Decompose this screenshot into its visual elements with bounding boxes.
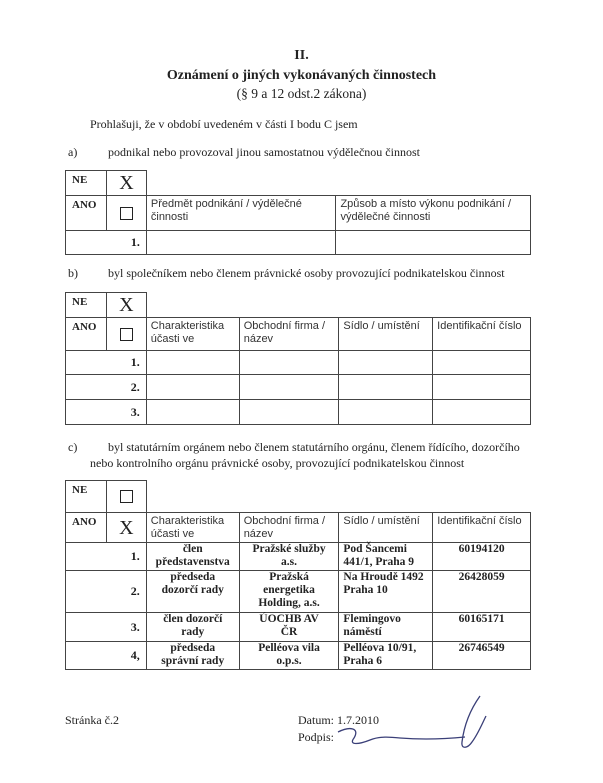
table-cell[interactable] bbox=[239, 400, 339, 425]
role-line: předseda bbox=[170, 642, 216, 654]
role-line: člen bbox=[182, 543, 203, 555]
table-cell[interactable] bbox=[239, 351, 339, 375]
row-number: 1. bbox=[66, 543, 147, 571]
id-value[interactable]: 60194120 bbox=[433, 543, 531, 571]
ano-label: ANO bbox=[66, 513, 107, 543]
table-cell[interactable] bbox=[336, 231, 531, 255]
seat-line: Flemingovo bbox=[343, 613, 401, 625]
signature-label: Podpis: bbox=[298, 730, 335, 744]
ne-label: NE bbox=[66, 293, 107, 318]
col-firm-header: Obchodní firma / název bbox=[239, 513, 339, 543]
table-cell[interactable] bbox=[339, 351, 433, 375]
page-subtitle: (§ 9 a 12 odst.2 zákona) bbox=[236, 86, 367, 101]
firm-line: Pražská bbox=[269, 571, 309, 583]
section-c-table bbox=[65, 480, 531, 670]
section-a-table bbox=[65, 170, 531, 255]
ano-label: ANO bbox=[66, 196, 107, 231]
page-title: Oznámení o jiných vykonávaných činnostech bbox=[166, 68, 437, 83]
row-number: 1. bbox=[66, 231, 147, 255]
seat-line: Pod Šancemi bbox=[343, 543, 407, 555]
section-c-text-line1: byl statutárním orgánem nebo členem statutárního orgánu, členem řídícího, dozorčího bbox=[108, 440, 520, 454]
table-row bbox=[66, 543, 531, 571]
section-c-letter: c) bbox=[68, 440, 78, 454]
ne-label: NE bbox=[66, 481, 107, 513]
seat-line: Pelléova 10/91, bbox=[343, 642, 417, 654]
firm-line: a.s. bbox=[281, 556, 298, 568]
col-manner-header: Způsob a místo výkonu podnikání / výdělečné činnosti bbox=[336, 196, 531, 231]
table-row bbox=[66, 571, 531, 613]
col-subject-header: Předmět podnikání / výdělečné činnosti bbox=[146, 196, 336, 231]
page-number: Stránka č.2 bbox=[65, 713, 119, 727]
ano-checkbox[interactable] bbox=[120, 207, 133, 220]
firm-line: ÚOCHB AV bbox=[259, 613, 319, 625]
ne-checkbox-checked[interactable]: X bbox=[106, 293, 146, 318]
id-value[interactable]: 60165171 bbox=[433, 613, 531, 642]
col-seat-header: Sídlo / umístění bbox=[339, 318, 433, 351]
seat-line: náměstí bbox=[343, 626, 382, 638]
table-cell[interactable] bbox=[433, 375, 531, 400]
date-field: Datum: 1.7.2010 bbox=[298, 713, 379, 727]
table-cell[interactable] bbox=[146, 231, 336, 255]
table-cell[interactable] bbox=[339, 375, 433, 400]
intro-text: Prohlašuji, že v období uvedeném v části I bodu C jsem bbox=[90, 117, 358, 131]
role-line: rady bbox=[181, 626, 205, 638]
section-a-text: podnikal nebo provozoval jinou samostatnou výdělečnou činnost bbox=[108, 145, 420, 159]
col-id-header: Identifikační číslo bbox=[433, 318, 531, 351]
row-number: 2. bbox=[66, 375, 147, 400]
role-line: správní rady bbox=[161, 655, 225, 667]
signature-icon bbox=[330, 690, 520, 760]
id-value[interactable]: 26746549 bbox=[433, 642, 531, 670]
table-row bbox=[66, 642, 531, 670]
col-firm-header: Obchodní firma / název bbox=[239, 318, 339, 351]
firm-line: energetika bbox=[263, 584, 315, 596]
firm-line: Pelléova vila bbox=[258, 642, 320, 654]
ne-checkbox[interactable] bbox=[120, 490, 133, 503]
section-b-table bbox=[65, 292, 531, 425]
table-cell[interactable] bbox=[239, 375, 339, 400]
ano-label: ANO bbox=[66, 318, 107, 351]
table-cell[interactable] bbox=[146, 351, 239, 375]
ne-label: NE bbox=[66, 171, 107, 196]
role-line: představenstva bbox=[155, 556, 230, 568]
ne-checkbox-checked[interactable]: X bbox=[106, 171, 146, 196]
col-id-header: Identifikační číslo bbox=[433, 513, 531, 543]
role-line: dozorčí rady bbox=[161, 584, 224, 596]
row-number: 4, bbox=[66, 642, 147, 670]
id-value[interactable]: 26428059 bbox=[433, 571, 531, 613]
row-number: 2. bbox=[66, 571, 147, 613]
section-c-text-line2: nebo kontrolního orgánu právnické osoby, provozující podnikatelskou činnost bbox=[90, 456, 465, 470]
firm-line: ČR bbox=[280, 626, 298, 638]
col-seat-header: Sídlo / umístění bbox=[339, 513, 433, 543]
table-cell[interactable] bbox=[146, 375, 239, 400]
table-cell[interactable] bbox=[433, 400, 531, 425]
row-number: 3. bbox=[66, 400, 147, 425]
ano-checkbox-checked[interactable]: X bbox=[106, 513, 146, 543]
table-cell[interactable] bbox=[433, 351, 531, 375]
seat-line: Praha 6 bbox=[343, 655, 383, 667]
section-b-text: byl společníkem nebo členem právnické osoby provozující podnikatelskou činnost bbox=[108, 266, 505, 280]
role-line: předseda bbox=[170, 571, 216, 583]
section-numeral: II. bbox=[294, 48, 309, 63]
seat-line: Na Hroudě 1492 bbox=[343, 571, 424, 583]
table-row bbox=[66, 613, 531, 642]
firm-line: Holding, a.s. bbox=[258, 597, 320, 609]
table-cell[interactable] bbox=[146, 400, 239, 425]
section-a-letter: a) bbox=[68, 145, 78, 159]
col-participation-header: Charakteristika účasti ve bbox=[146, 318, 239, 351]
ano-checkbox[interactable] bbox=[120, 328, 133, 341]
seat-line: Praha 10 bbox=[343, 584, 388, 596]
row-number: 3. bbox=[66, 613, 147, 642]
firm-line: Pražské služby bbox=[252, 543, 326, 555]
table-cell[interactable] bbox=[339, 400, 433, 425]
col-participation-header: Charakteristika účasti ve bbox=[146, 513, 239, 543]
role-line: člen dozorčí bbox=[163, 613, 223, 625]
seat-line: 441/1, Praha 9 bbox=[343, 556, 414, 568]
firm-line: o.p.s. bbox=[276, 655, 302, 667]
row-number: 1. bbox=[66, 351, 147, 375]
section-b-letter: b) bbox=[68, 266, 78, 280]
